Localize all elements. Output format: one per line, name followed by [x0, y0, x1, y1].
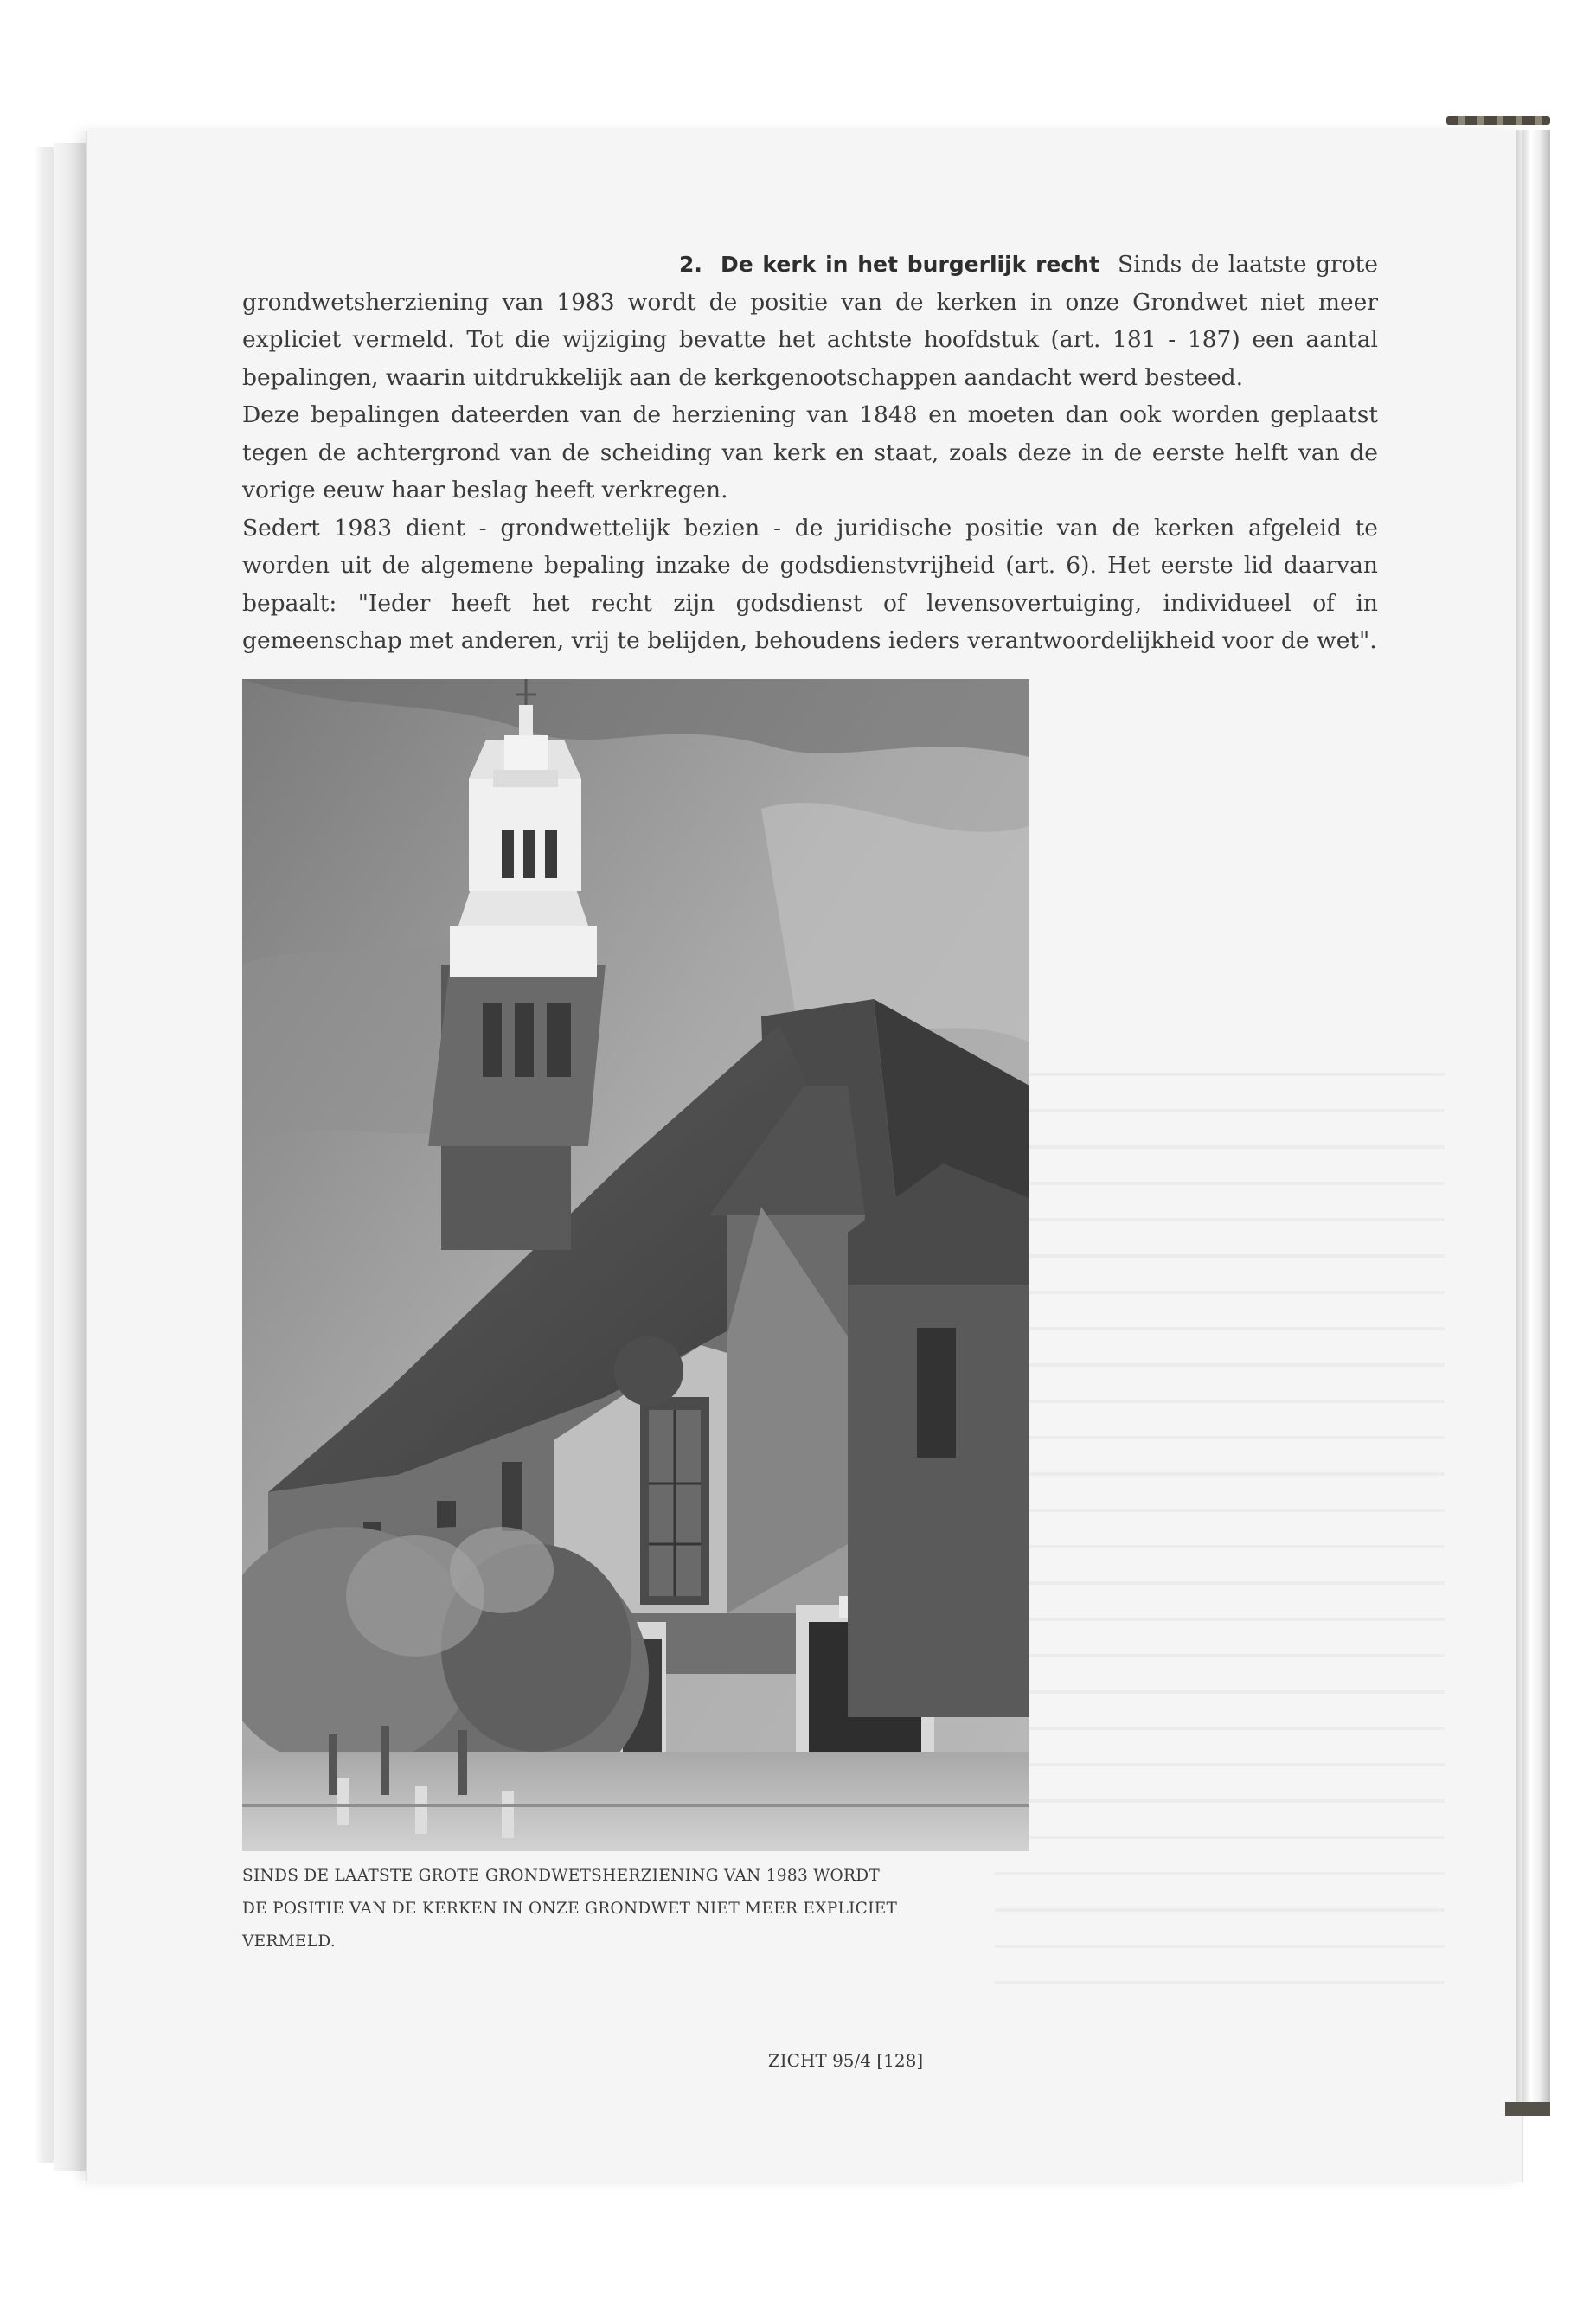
section-number: 2.: [679, 252, 702, 277]
section-heading: De kerk in het burgerlijk recht: [720, 252, 1099, 277]
book-spine: [1522, 130, 1550, 2106]
paragraph-2: Deze bepalingen dateerden van de herziening van 1848 en moeten dan ook worden geplaatst tegen de achtergrond van de scheiding van kerk en staat, zoals deze in de eerste helft van de vorige eeuw haar beslag heeft verkregen.: [242, 401, 1378, 503]
photo-caption: [242, 1860, 1038, 1958]
show-through-text: [995, 1073, 1445, 2007]
paragraph-3: Sedert 1983 dient - grondwettelijk bezien - de juridische positie van de kerken afgeleid te worden uit de algemene bepaling inzake de godsdienstvrijheid (art. 6). Het eerste lid daarvan bepaalt: "Ieder heeft het recht zijn godsdienst of levensovertuiging, individueel of in gemeenschap met anderen, vrij te belijden, behoudens ieders verantwoordelijkheid voor de wet".: [242, 514, 1378, 654]
paragraph-1: [242, 246, 1378, 396]
caption-line-1: SINDS DE LAATSTE GROTE GRONDWETSHERZIENING VAN 1983 WORDT: [242, 1867, 880, 1885]
church-photo: [242, 679, 1029, 1851]
page-number: ZICHT 95/4 [128]: [767, 2050, 924, 2071]
page-footer: [0, 2050, 1596, 2071]
caption-line-2: DE POSITIE VAN DE KERKEN IN ONZE GRONDWET NIET MEER EXPLICIET: [242, 1900, 898, 1918]
article-text: [242, 246, 1378, 660]
church-photo-drawing: [242, 679, 1029, 1851]
spine-bottom-band: [1505, 2102, 1550, 2116]
page-edge: [54, 143, 87, 2171]
spine-top-band: [1446, 116, 1550, 125]
caption-line-3: VERMELD.: [242, 1932, 336, 1951]
paragraph-1-text: Sinds de laatste grote grondwetsherziening van 1983 wordt de positie van de kerken in onze Grondwet niet meer expliciet vermeld. Tot die wijziging bevatte het achtste hoofdstuk (art. 181 - 187) een aantal bepalingen, waarin uitdrukkelijk aan de kerkgenootschappen aandacht werd besteed.: [242, 251, 1378, 391]
page-edge-stack: [35, 147, 54, 2163]
